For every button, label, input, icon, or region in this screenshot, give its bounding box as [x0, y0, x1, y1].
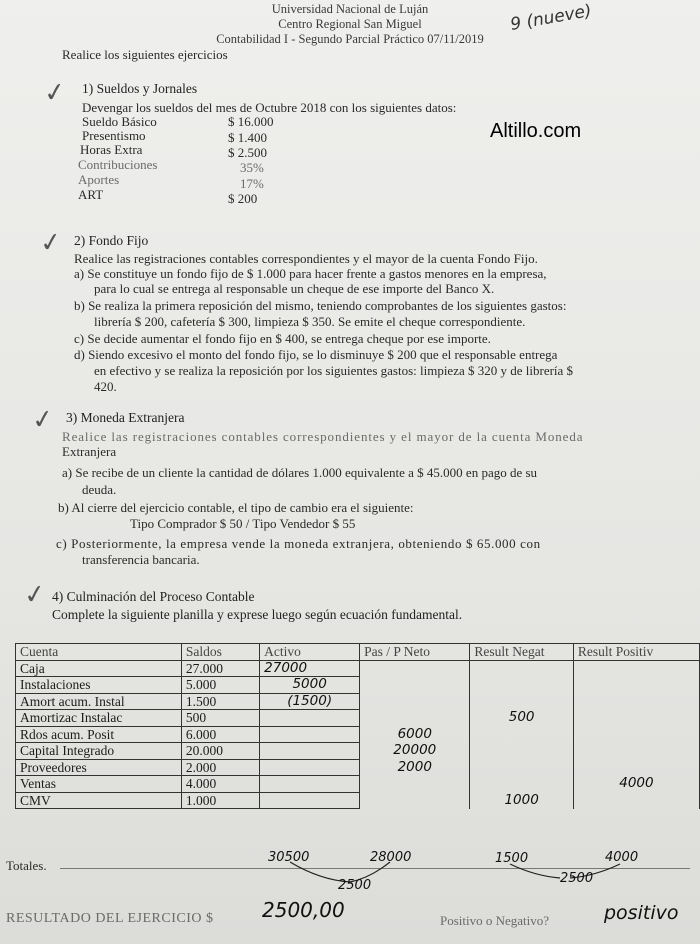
cell-activo	[260, 792, 360, 809]
cell-activo	[260, 743, 360, 760]
ex1-value-5: $ 200	[228, 191, 258, 206]
ex1-label-1: Presentismo	[82, 128, 146, 143]
col-header-pas-pneto: Pas / P Neto	[360, 644, 470, 661]
col-header-activo: Activo	[260, 644, 360, 661]
cell-pos	[573, 693, 699, 710]
cell-neg	[470, 693, 573, 710]
table-row	[16, 743, 700, 760]
diff-resultados: 2500	[560, 871, 594, 886]
cell-pas	[360, 693, 470, 710]
cell-cuenta: Rdos acum. Posit	[16, 726, 182, 743]
ex1-value-3: 35%	[240, 160, 264, 175]
col-header-cuenta: Cuenta	[16, 644, 182, 661]
cell-pos	[573, 792, 699, 809]
ex3-c-line2: transferencia bancaria.	[82, 552, 200, 567]
ex1-prompt: Devengar los sueldos del mes de Octubre 2018 con los siguientes datos:	[82, 100, 457, 115]
table-header-row	[16, 644, 700, 661]
ex4-prompt: Complete la siguiente planilla y exprese luego según ecuación fundamental.	[52, 607, 463, 622]
ex1-label-4: Aportes	[78, 172, 120, 187]
cell-pas	[360, 660, 470, 677]
university-name: Universidad Nacional de Luján	[271, 2, 429, 16]
cell-pas	[360, 792, 470, 809]
cell-pas: 2000	[360, 759, 470, 776]
table-row	[16, 693, 700, 710]
ex3-prompt-line1: Realice las registraciones contables correspondientes y el mayor de la cuenta Moneda	[62, 429, 584, 444]
cell-cuenta: Caja	[16, 660, 182, 677]
ex1-label-3: Contribuciones	[78, 157, 158, 172]
watermark: Altillo.com	[490, 120, 582, 142]
cell-pas	[360, 677, 470, 694]
course-title: Contabilidad I - Segundo Parcial Práctico 07/11/2019	[216, 32, 484, 46]
cell-saldo: 500	[181, 710, 259, 727]
cell-cuenta: Capital Integrado	[16, 743, 182, 760]
table-row	[16, 726, 700, 743]
ex1-value-1: $ 1.400	[228, 130, 267, 145]
ex3-prompt-line2: Extranjera	[62, 444, 117, 459]
ex1-title: 1) Sueldos y Jornales	[82, 81, 198, 96]
ex1-label-5: ART	[78, 187, 104, 202]
ex2-prompt: Realice las registraciones contables correspondientes y el mayor de la cuenta Fondo Fijo.	[74, 251, 538, 266]
table-row	[16, 759, 700, 776]
cell-activo: (1500)	[260, 693, 360, 710]
cell-neg: 1000	[470, 792, 573, 809]
ex2-title: 2) Fondo Fijo	[74, 233, 149, 248]
ex3-b-line1: b) Al cierre del ejercicio contable, el tipo de cambio era el siguiente:	[58, 500, 414, 515]
table-row	[16, 710, 700, 727]
result-value: 2500,00	[262, 898, 345, 922]
cell-pas	[360, 710, 470, 727]
cell-pos	[573, 710, 699, 727]
cell-pos	[573, 743, 699, 760]
cell-neg	[470, 776, 573, 793]
cell-cuenta: Instalaciones	[16, 677, 182, 694]
diff-patrimonial: 2500	[338, 878, 372, 893]
cell-pos	[573, 660, 699, 677]
handwritten-grade: 9 (nueve)	[508, 1, 594, 35]
totales-label: Totales.	[6, 858, 47, 873]
cell-pos	[573, 726, 699, 743]
table-row	[16, 792, 700, 809]
table-row	[16, 677, 700, 694]
cell-neg	[470, 660, 573, 677]
cell-activo	[260, 726, 360, 743]
col-header-result-negat: Result Negat	[470, 644, 573, 661]
ex1-value-2: $ 2.500	[228, 145, 267, 160]
cell-saldo: 5.000	[181, 677, 259, 694]
cell-pas: 6000	[360, 726, 470, 743]
cell-saldo: 1.000	[181, 792, 259, 809]
result-label: RESULTADO DEL EJERCICIO $	[6, 911, 214, 926]
checkmark-icon: ✓	[30, 403, 56, 437]
ex3-a-line1: a) Se recibe de un cliente la cantidad de dólares 1.000 equivalente a $ 45.000 en pago de su	[62, 465, 538, 480]
cell-cuenta: Amortizac Instalac	[16, 710, 182, 727]
ex2-c-line1: c) Se decide aumentar el fondo fijo en $ 400, se entrega cheque por ese importe.	[74, 331, 491, 346]
regional-center: Centro Regional San Miguel	[278, 17, 422, 31]
cell-saldo: 4.000	[181, 776, 259, 793]
ex1-value-4: 17%	[240, 176, 264, 191]
cell-activo: 27000	[260, 660, 360, 677]
ex2-d-line3: 420.	[94, 379, 117, 394]
cell-cuenta: CMV	[16, 792, 182, 809]
cell-saldo: 1.500	[181, 693, 259, 710]
result-question: Positivo o Negativo?	[440, 913, 550, 928]
cell-activo	[260, 776, 360, 793]
worksheet-table	[15, 643, 700, 809]
cell-saldo: 27.000	[181, 660, 259, 677]
total-pas-pneto: 28000	[370, 850, 412, 865]
cell-saldo: 20.000	[181, 743, 259, 760]
cell-neg	[470, 677, 573, 694]
cell-pos: 4000	[573, 776, 699, 793]
cell-neg	[470, 759, 573, 776]
ex4-title: 4) Culminación del Proceso Contable	[52, 589, 255, 604]
result-answer: positivo	[604, 902, 679, 924]
total-result-negat: 1500	[495, 851, 529, 866]
ex2-b-line2: librería $ 200, cafetería $ 300, limpieza $ 350. Se emite el cheque correspondiente.	[94, 314, 526, 329]
ex1-label-2: Horas Extra	[80, 142, 143, 157]
cell-cuenta: Proveedores	[16, 759, 182, 776]
table-row	[16, 776, 700, 793]
cell-cuenta: Ventas	[16, 776, 182, 793]
cell-neg	[470, 743, 573, 760]
cell-cuenta: Amort acum. Instal	[16, 693, 182, 710]
checkmark-icon: ✓	[38, 226, 64, 260]
ex2-b-line1: b) Se realiza la primera reposición del mismo, teniendo comprobantes de los siguientes gastos:	[74, 298, 567, 313]
cell-pos	[573, 677, 699, 694]
col-header-result-positiv: Result Positiv	[573, 644, 699, 661]
ex3-a-line2: deuda.	[82, 482, 117, 497]
ex2-d-line2: en efectivo y se realiza la reposición por los siguientes gastos: limpieza $ 320 y de librería $	[94, 363, 574, 378]
cell-activo	[260, 759, 360, 776]
cell-saldo: 2.000	[181, 759, 259, 776]
table-row	[16, 660, 700, 677]
cell-activo	[260, 710, 360, 727]
ex1-value-0: $ 16.000	[228, 114, 274, 129]
ex3-b-line2: Tipo Comprador $ 50 / Tipo Vendedor $ 55	[130, 516, 356, 531]
ex1-label-0: Sueldo Básico	[82, 114, 157, 129]
ex3-c-line1: c) Posteriormente, la empresa vende la moneda extranjera, obteniendo $ 65.000 con	[56, 536, 541, 551]
cell-activo: 5000	[260, 677, 360, 694]
cell-pos	[573, 759, 699, 776]
total-result-positiv: 4000	[605, 850, 639, 865]
total-activo: 30500	[268, 850, 310, 865]
ex3-title: 3) Moneda Extranjera	[66, 410, 185, 425]
cell-neg	[470, 726, 573, 743]
checkmark-icon: ✓	[22, 578, 48, 612]
cell-pas: 20000	[360, 743, 470, 760]
intro-text: Realice los siguientes ejercicios	[62, 47, 228, 62]
cell-neg: 500	[470, 710, 573, 727]
ex2-a-line2: para lo cual se entrega al responsable un cheque de ese importe del Banco X.	[94, 281, 495, 296]
cell-saldo: 6.000	[181, 726, 259, 743]
ex2-d-line1: d) Siendo excesivo el monto del fondo fijo, se lo disminuye $ 200 que el responsable entrega	[74, 347, 558, 362]
cell-pas	[360, 776, 470, 793]
checkmark-icon: ✓	[42, 76, 68, 110]
ex2-a-line1: a) Se constituye un fondo fijo de $ 1.000 para hacer frente a gastos menores en la empresa,	[74, 266, 547, 281]
col-header-saldos: Saldos	[181, 644, 259, 661]
